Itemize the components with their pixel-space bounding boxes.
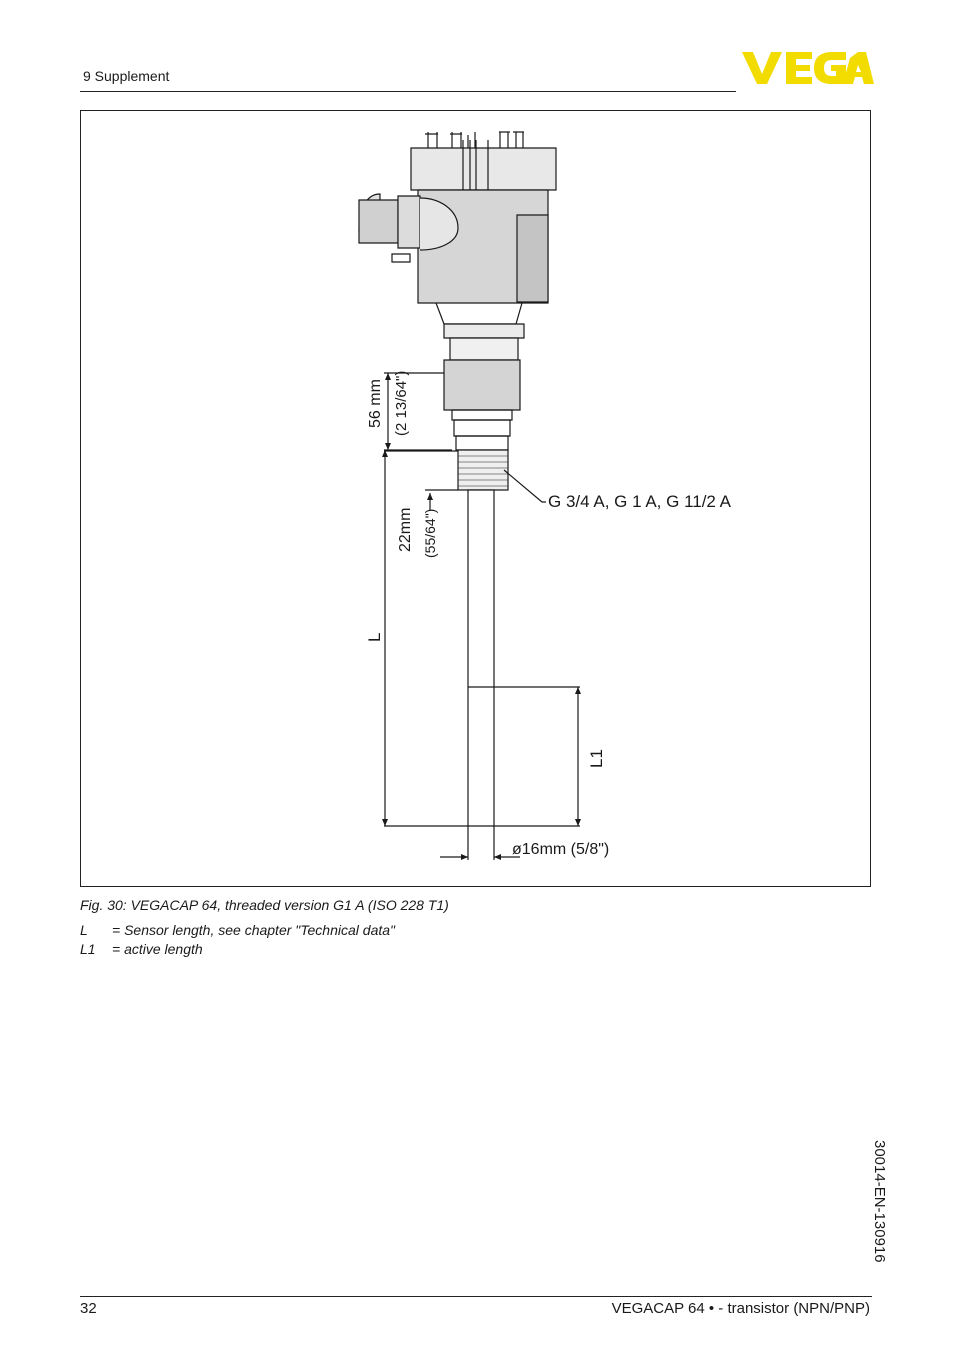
legend-key: L1 [80, 941, 96, 957]
thread-label: G 3/4 A, G 1 A, G 11/2 A [548, 492, 732, 511]
sensor-drawing [80, 110, 871, 887]
dim-head-height-inch: (2 13/64") [393, 370, 410, 436]
dim-thread-length: 22mm [397, 507, 414, 552]
dim-thread-length-inch: (55/64") [422, 508, 438, 558]
footer-rule [80, 1296, 872, 1297]
document-id: 30014-EN-130916 [871, 1140, 888, 1263]
dim-length-label: L [365, 632, 384, 642]
section-title: 9 Supplement [83, 68, 170, 84]
legend-key: L [80, 922, 88, 938]
dim-active-length-label: L1 [587, 749, 606, 768]
dim-head-height: 56 mm [367, 379, 384, 428]
hex-nut [444, 360, 520, 410]
legend-text: = Sensor length, see chapter "Technical data" [112, 922, 395, 938]
diameter-label: ø16mm (5/8") [512, 841, 610, 858]
header-rule [80, 91, 736, 92]
housing-lid [411, 148, 556, 190]
legend-item [80, 941, 203, 957]
footer-product: VEGACAP 64 • - transistor (NPN/PNP) [611, 1300, 870, 1317]
figure-caption: Fig. 30: VEGACAP 64, threaded version G1 A (ISO 228 T1) [80, 897, 449, 913]
page-number: 32 [80, 1300, 97, 1317]
probe-rod [468, 490, 494, 826]
legend-text: = active length [112, 941, 203, 957]
vega-logo [742, 52, 874, 84]
legend-item [80, 922, 395, 938]
